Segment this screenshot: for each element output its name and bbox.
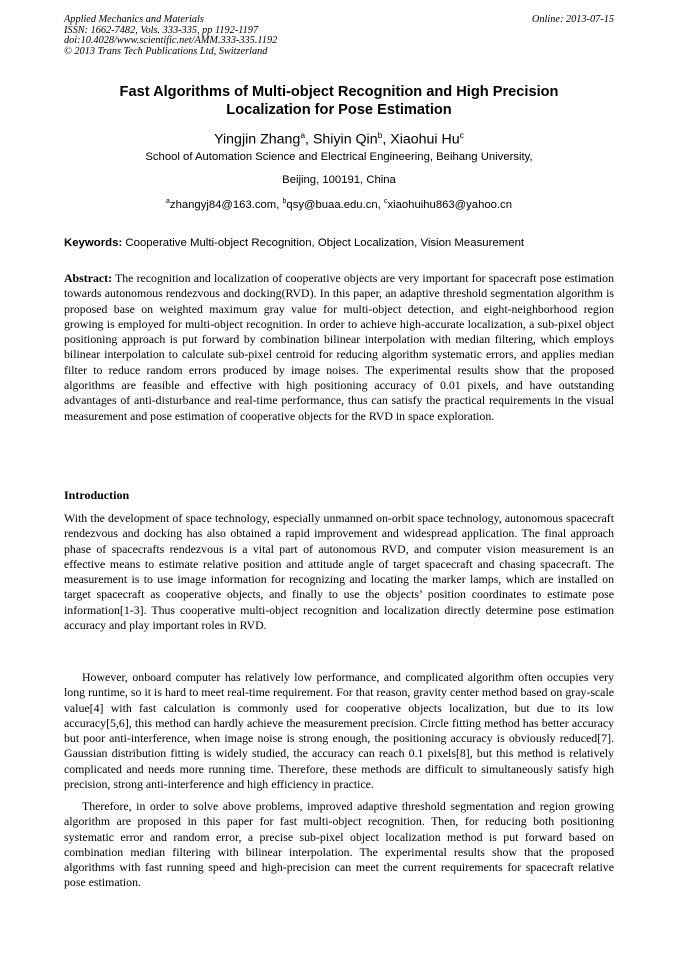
author-name: Xiaohui Hu — [390, 131, 460, 148]
author-sep: , — [382, 131, 391, 148]
affiliation-line-1: School of Automation Science and Electrical Engineering, Beihang University, — [145, 151, 533, 163]
email-sup: a — [166, 198, 170, 205]
keywords-label: Keywords: — [64, 237, 123, 249]
author-list — [64, 127, 614, 149]
keywords — [64, 236, 614, 250]
issn-line: ISSN: 1662-7482, Vols. 333-335, pp 1192-1197 — [64, 24, 259, 36]
section-heading-introduction: Introduction — [64, 488, 130, 502]
email-sep: , — [377, 198, 384, 211]
title-line-2: Localization for Pose Estimation — [226, 102, 452, 118]
author-sep: , — [305, 131, 313, 148]
doi-line: doi:10.4028/www.scientific.net/AMM.333-335.1192 — [64, 35, 278, 47]
email-link[interactable]: xiaohuihu863@yahoo.cn — [387, 198, 512, 211]
abstract-label: Abstract: — [64, 271, 113, 285]
paper-title — [64, 83, 614, 119]
abstract — [64, 271, 614, 424]
intro-paragraph-3: Therefore, in order to solve above problems, improved adaptive threshold segmentation and region growing algorithm are proposed in this paper for fast multi-object recognition. Then, for reducing both positioning systematic error and random error, a precise sub-pixel object localization method is put forward based on combination median filtering with bilinear interpolation. The experimental results show that the proposed algorithms with fast running speed and high-precision can meet the current requirements for spacecraft relative pose estimation. — [64, 799, 614, 890]
abstract-text: The recognition and localization of cooperative objects are very important for spacecraft pose estimation towards autonomous rendezvous and docking(RVD). In this paper, an adaptive threshold segmentation algorithm is proposed base on weighted maximum gray value for multi-object detection, and eight-neighborhood region growing is employed for multi-object recognition. In order to achieve high-accurate localization, a sub-pixel object positioning approach is put forward by combination bilinear interpolation with median filtering, which employs bilinear interpolation to calculate sub-pixel centroid for reducing algorithm systematic errors, and applies median filter to reduce random errors produced by image noises. The experimental results show that the proposed algorithms are feasible and effective with high positioning accuracy of 0.01 pixels, and have outstanding advantages of anti-disturbance and real-time performance, thus can satisfy the practical requirements in the visual measurement and pose estimation of cooperative objects for the RVD in space exploration. — [64, 271, 614, 423]
journal-header — [64, 15, 277, 57]
author-sup: a — [300, 130, 306, 140]
affiliation-line-2: Beijing, 100191, China — [282, 174, 396, 186]
keywords-text: Cooperative Multi-object Recognition, Object Localization, Vision Measurement — [122, 237, 525, 249]
title-line-1: Fast Algorithms of Multi-object Recognition and High Precision — [119, 84, 559, 100]
author-sup: b — [377, 130, 383, 140]
email-link[interactable]: qsy@buaa.edu.cn — [286, 198, 378, 211]
copyright-line: © 2013 Trans Tech Publications Ltd, Switzerland — [64, 45, 268, 57]
author-sup: c — [459, 130, 464, 140]
email-list — [64, 195, 614, 212]
email-sup: c — [383, 198, 388, 205]
intro-paragraph-1: With the development of space technology, especially unmanned on-orbit space technology, autonomous spacecraft rendezvous and docking has also obtained a rapid improvement and widespread application. The final approach phase of spacecrafts rendezvous is a vital part of autonomous RVD, and computer vision measurement is an effective means to estimate relative position and attitude angle of target spacecraft and chasing spacecraft. The measurement is to use image information for recognizing and locating the marker lamps, which are installed on target spacecraft as cooperative objects, and finally to use the objects’ position coordinates to estimate pose information[1-3]. Thus cooperative multi-object recognition and localization directly determine pose estimation accuracy and play important roles in RVD. — [64, 511, 614, 633]
intro-paragraph-2: However, onboard computer has relatively low performance, and complicated algorithm often occupies very long runtime, so it is hard to meet real-time requirement. For that reason, gravity center method based on gray-scale value[4] with fast calculation is commonly used for cooperative objects localization, but due to its low accuracy[5,6], this method can hardly achieve the measurement precision. Circle fitting method has better accuracy but poor anti-interference, when image noise is strong enough, the positioning accuracy is obviously reduced[7]. Gaussian distribution fitting is widely studied, the accuracy can reach 0.1 pixels[8], but this method is relatively complicated and needs more running time. Therefore, these methods are difficult to simultaneously satisfy high precision, strong anti-interference and high efficiency in practice. — [64, 670, 614, 792]
email-sup: b — [282, 198, 287, 205]
online-date: Online: 2013-07-15 — [531, 14, 614, 25]
email-sep: , — [276, 198, 283, 211]
journal-name: Applied Mechanics and Materials — [64, 14, 204, 25]
author-name: Shiyin Qin — [312, 131, 378, 148]
author-name: Yingjin Zhang — [214, 131, 301, 148]
email-link[interactable]: zhangyj84@163.com — [169, 198, 277, 211]
